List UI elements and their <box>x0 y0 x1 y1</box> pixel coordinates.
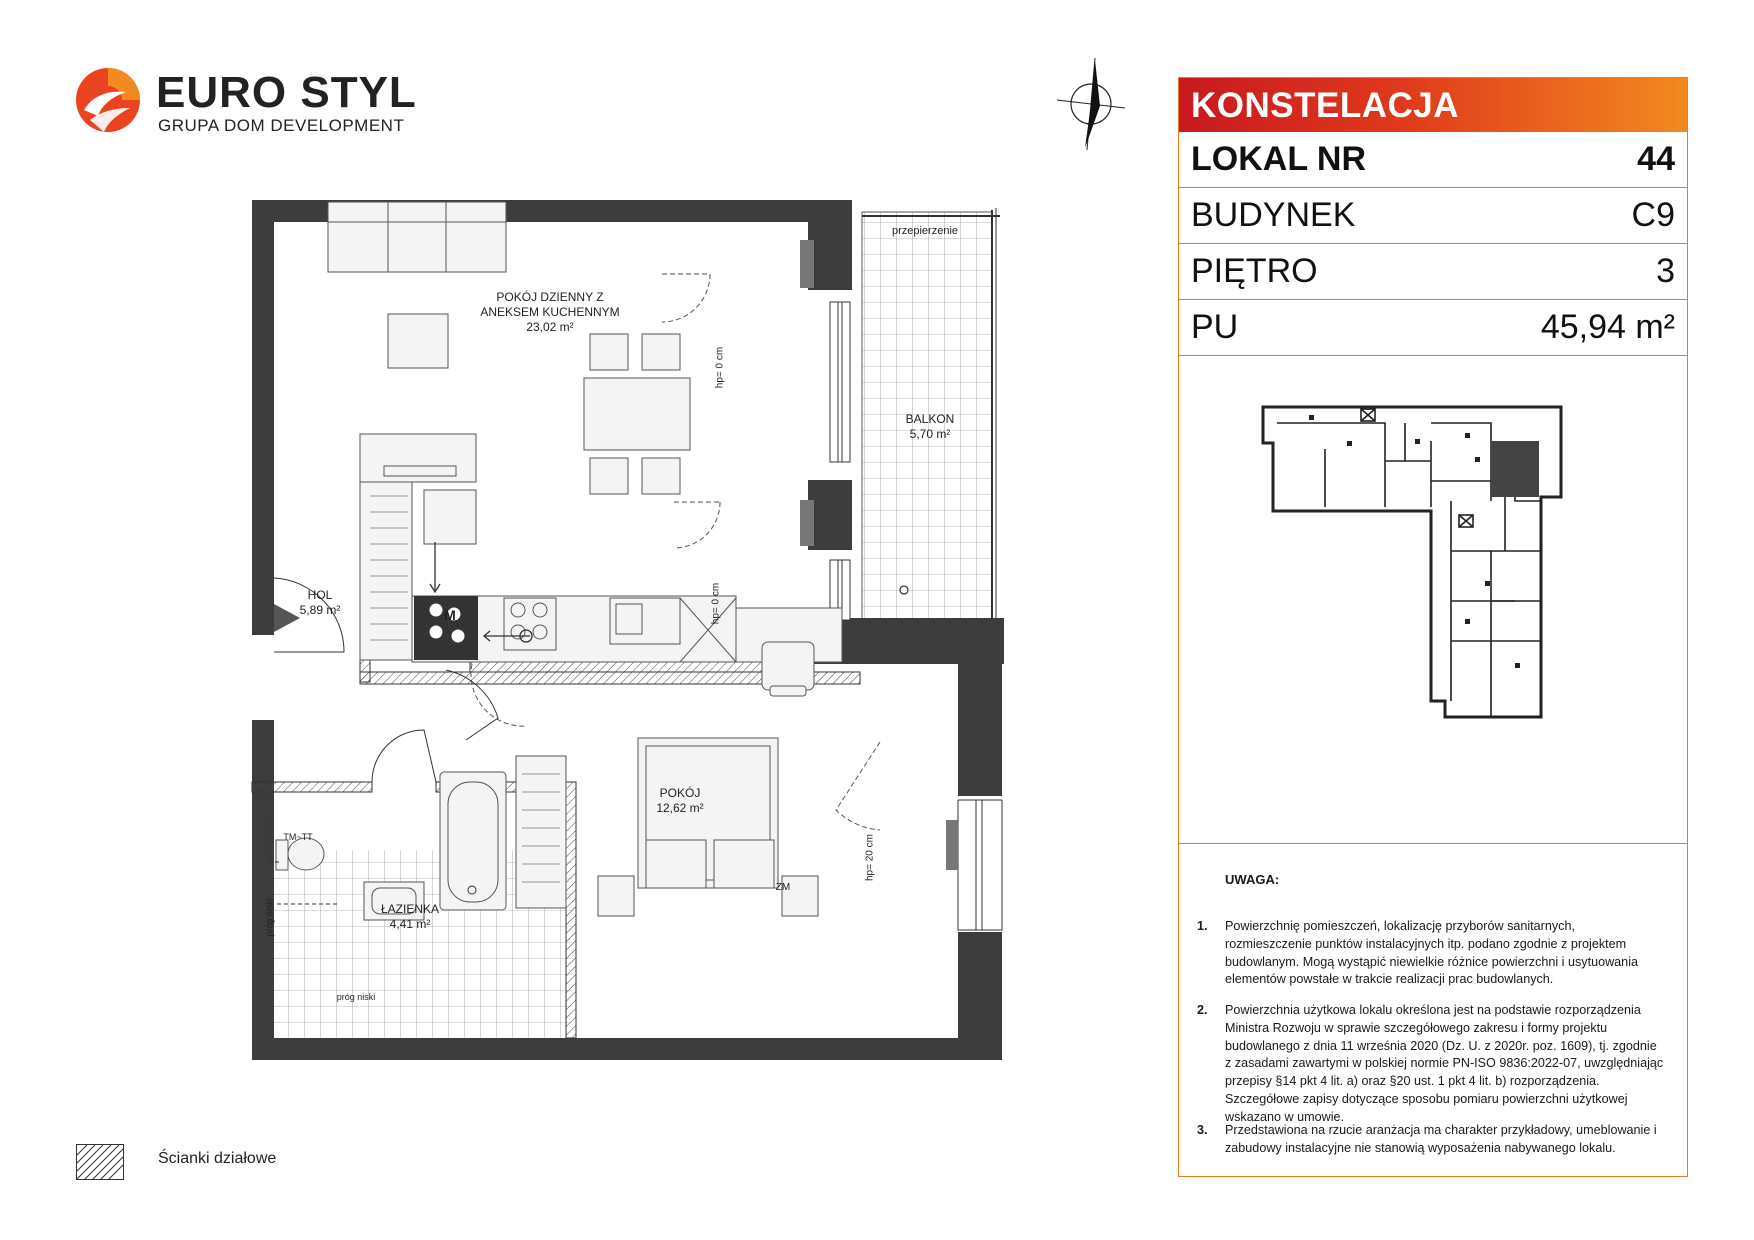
hp-label-1: hp= 0 cm <box>714 346 726 389</box>
hall-area: 5,89 m² <box>299 603 341 617</box>
threshold-label-vertical: próg niski <box>264 898 275 937</box>
info-panel <box>1178 77 1688 1177</box>
key-plan <box>1255 401 1575 731</box>
budynek-value: C9 <box>1631 196 1675 234</box>
note-number: 2. <box>1197 1003 1208 1017</box>
info-row-pu <box>1179 300 1687 356</box>
notes-section <box>1179 844 1687 1174</box>
note-number: 1. <box>1197 919 1208 933</box>
living-room-area: 23,02 m² <box>526 320 574 334</box>
note-text: Przedstawiona na rzucie aranżacja ma charakter przykładowy, umeblowanie i zabudowy instalacyjne nie stanowią wyposażenia nabywanego lokalu. <box>1225 1123 1657 1155</box>
brand-tagline: GRUPA DOM DEVELOPMENT <box>158 116 405 135</box>
meter-label: M <box>444 607 456 623</box>
partition-label: przepierzenie <box>891 225 959 237</box>
bathroom-label <box>370 902 450 932</box>
hall-name: HOL <box>307 588 333 602</box>
living-room-name-2: ANEKSEM KUCHENNYM <box>480 305 620 319</box>
room-label <box>640 786 720 816</box>
legend-label: Ścianki działowe <box>158 1150 277 1167</box>
pu-value: 45,94 m² <box>1540 308 1675 346</box>
note-number: 3. <box>1197 1123 1208 1137</box>
living-room-name-1: POKÓJ DZIENNY Z <box>496 290 604 304</box>
key-plan-area <box>1179 353 1687 844</box>
info-row-budynek <box>1179 188 1687 244</box>
threshold-label: próg niski <box>336 992 376 1002</box>
euro-styl-logo-icon <box>74 66 142 134</box>
partition-legend-swatch <box>76 1144 124 1180</box>
budynek-label: BUDYNEK <box>1191 196 1356 234</box>
balcony-name: BALKON <box>905 412 955 426</box>
lokal-label: LOKAL NR <box>1191 140 1367 178</box>
project-header <box>1179 78 1687 132</box>
info-row-lokal <box>1179 132 1687 188</box>
pietro-value: 3 <box>1656 252 1675 290</box>
floor-plan <box>240 190 1040 1070</box>
room-area: 12,62 m² <box>656 801 704 815</box>
hall-label <box>280 588 360 618</box>
hp-label-3: hp= 20 cm <box>864 834 876 881</box>
note-text: Powierzchnię pomieszczeń, lokalizację przyborów sanitarnych, rozmieszczenie punktów instalacyjnych itp. podano zgodnie z projektem budowlanym. Mogą wystąpić niewielkie różnice powierzchni i usytuowania elementów powstałe w trakcie realizacji prac budowlanych. <box>1225 919 1638 987</box>
project-name: KONSTELACJA <box>1191 86 1460 125</box>
north-arrow-icon <box>1055 56 1127 152</box>
bathroom-area: 4,41 m² <box>389 917 431 931</box>
info-row-pietro <box>1179 244 1687 300</box>
bathroom-name: ŁAZIENKA <box>380 902 440 916</box>
living-room-label <box>470 290 630 335</box>
balcony-area: 5,70 m² <box>909 427 951 441</box>
brand-logo <box>74 66 417 146</box>
hp-label-2: hp= 0 cm <box>710 582 722 625</box>
pu-label: PU <box>1191 308 1239 346</box>
room-name: POKÓJ <box>659 786 701 800</box>
note-text: Powierzchnia użytkowa lokalu określona jest na podstawie rozporządzenia Ministra Rozwoju w sprawie szczegółowego zakresu i formy projektu budowlanego z dnia 11 września 2020 (Dz. U. z 2020r. poz. 1609), tj. zgodnie z zasadami zawartymi w polskiej normie PN-ISO 9836:2022-07, uwzględniając przepisy §14 pkt 4 lit. a) oraz §20 ust. 1 pkt 4 lit. b) rozporządzenia. Szczegółowe zapisy dotyczące sposobu pomiaru powierzchni użytkowej wskazano w umowie. <box>1225 1003 1664 1124</box>
tm-tt-label: TM~TT <box>283 832 313 842</box>
pietro-label: PIĘTRO <box>1191 252 1318 290</box>
notes-title: UWAGA: <box>1225 872 1280 887</box>
balcony-label <box>890 412 970 442</box>
zm-label: ZM <box>775 882 791 893</box>
lokal-value: 44 <box>1637 140 1675 178</box>
floor-plan-drawing <box>240 190 1040 1070</box>
brand-name: EURO STYL <box>156 68 417 117</box>
